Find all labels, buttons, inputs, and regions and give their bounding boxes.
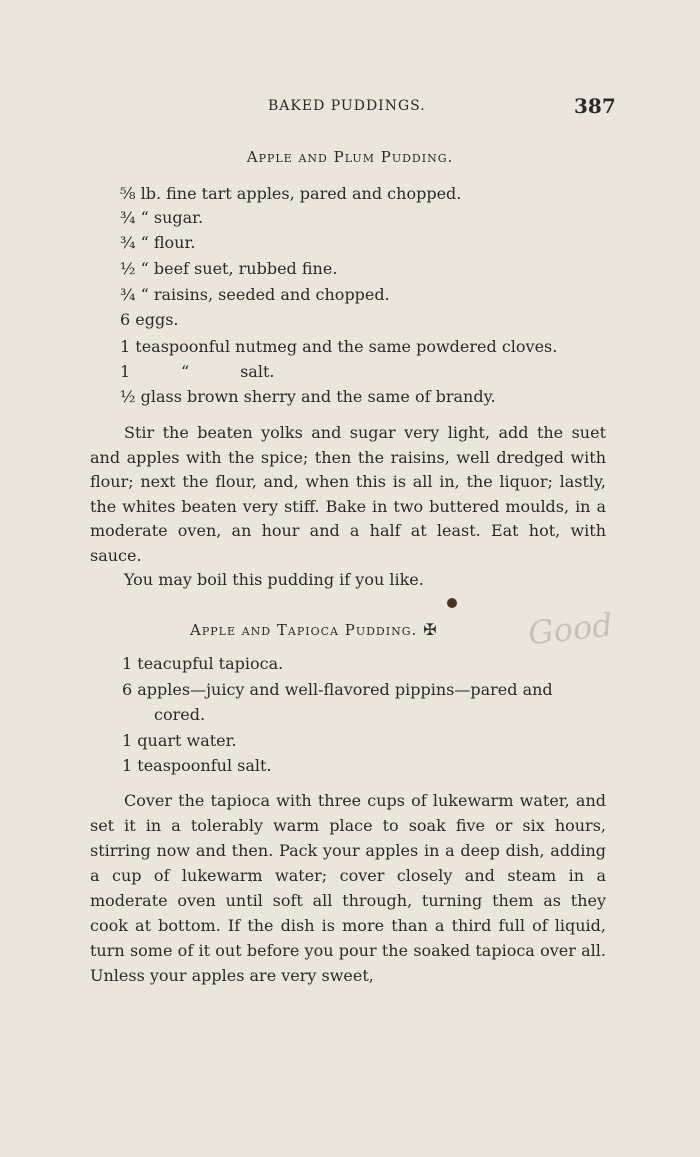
recipe-note: You may boil this pudding if you like.	[124, 570, 424, 589]
ingredient-line: 1 teacupful tapioca.	[122, 654, 284, 673]
recipe-title-apple-plum: Apple and Plum Pudding.	[246, 148, 454, 166]
recipe-title-apple-tapioca	[190, 620, 438, 639]
ingredient-line: 1 teaspoonful nutmeg and the same powdered cloves.	[120, 337, 558, 356]
ingredient-line: ½ glass brown sherry and the same of brandy.	[120, 387, 496, 406]
ingredient-line: 1 quart water.	[122, 731, 237, 750]
recipe-title-text: Apple and Tapioca Pudding.	[190, 621, 418, 639]
page-number: 387	[574, 94, 616, 118]
ingredient-line-continued: cored.	[154, 705, 206, 724]
running-head: BAKED PUDDINGS.	[268, 98, 426, 114]
recipe-method-apple-plum: Stir the beaten yolks and sugar very light, add the suet and apples with the spice; then the raisins, well dredged with flour; next the flour, and, when this is all in, the liquor; lastly, the whites beaten very stiff. Bake in two buttered moulds, in a moderate oven, an hour and a half at least. Eat hot, with sauce.	[90, 423, 606, 565]
ingredient-line: 1 teaspoonful salt.	[122, 756, 272, 775]
ingredient-line: ⅝ lb. fine tart apples, pared and chopped.	[120, 184, 462, 203]
ingredient-line: ½ “ beef suet, rubbed fine.	[120, 259, 338, 278]
ingredient-line: 6 apples—juicy and well-flavored pippins—pared and	[122, 680, 553, 699]
maltese-cross-icon: ✠	[423, 620, 438, 639]
ingredient-line: ¾ “ sugar.	[120, 208, 204, 227]
recipe-method-apple-tapioca: Cover the tapioca with three cups of lukewarm water, and set it in a tolerably warm place to soak five or six hours, stirring now and then. Pack your apples in a deep dish, adding a cup of lukewarm water; cover closely and steam in a moderate oven until soft all through, turning them as they cook at bottom. If the dish is more than a third full of liquid, turn some of it out before you pour the soaked tapioca over all. Unless your apples are very sweet,	[90, 791, 606, 985]
ink-blot	[447, 598, 457, 608]
ingredient-line: 1 “ salt.	[120, 362, 275, 381]
ingredient-line: ¾ “ flour.	[120, 233, 196, 252]
pencil-annotation: Good	[526, 605, 615, 653]
ingredient-line: 6 eggs.	[120, 310, 179, 329]
ingredient-line: ¾ “ raisins, seeded and chopped.	[120, 285, 390, 304]
